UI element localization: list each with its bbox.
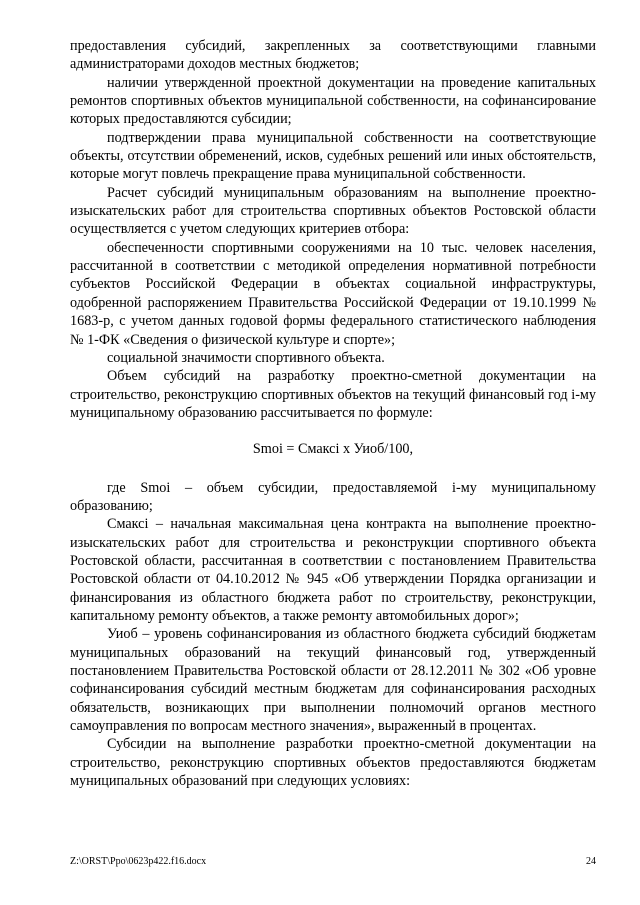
paragraph-definition-smoi: где Smoi – объем субсидии, предоставляемой i-му муниципальному образованию;: [70, 479, 596, 514]
paragraph-definition-uiob: Уиоб – уровень софинансирования из областного бюджета субсидий бюджетам муниципальных образований на текущий финансовый год, утвержденный постановлением Правительства Ростовской области от 28.12.2011 № 302 «Об уровне софинансирования субсидий местным бюджетам для софинансирования расходных обязательств, возникающих при выполнении полномочий органов местного самоуправления по вопросам местного значения», выраженный в процентах.: [70, 626, 596, 735]
footer-page-number: 24: [586, 856, 596, 867]
formula: Smoi = Смаксi x Уиоб/100,: [252, 441, 414, 458]
paragraph-definition-smaxi: Смаксi – начальная максимальная цена контракта на выполнение проектно-изыскательских работ для строительства и реконструкции спортивного объекта Ростовской области, рассчитанная в соответствии с постановлением Правительства Ростовской области от 04.10.2012 № 945 «Об утверждении Порядка организации и финансирования из областного бюджета работ по строительству, реконструкции, капитальному ремонту объектов, а также ремонту автомобильных дорог»;: [70, 516, 596, 624]
paragraph-continuation: предоставления субсидий, закрепленных за соответствующими главными администраторами доходов местных бюджетов;: [70, 38, 596, 73]
paragraph-criterion-provision: обеспеченности спортивными сооружениями на 10 тыс. человек населения, рассчитанной в соответствии с методикой определения нормативной потребности субъектов Российской Федерации в объектах социальной инфраструктуры, одобренной распоряжением Правительства Российской Федерации от 19.10.1999 № 1683-р, с учетом данных годовой формы федерального статистического наблюдения № 1-ФК «Сведения о физической культуре и спорте»;: [70, 239, 596, 348]
paragraph-condition-design-docs: наличии утвержденной проектной документации на проведение капитальных ремонтов спортивных объектов муниципальной собственности, на софинансирование которых предоставляются субсидии;: [70, 74, 596, 128]
footer-file-path: Z:\ORST\Ppo\0623p422.f16.docx: [70, 856, 207, 867]
paragraph-subsidy-volume: Объем субсидий на разработку проектно-сметной документации на строительство, реконструкцию спортивных объектов на текущий финансовый год i-му муниципальному образованию рассчитывается по формуле:: [70, 368, 596, 421]
paragraph-subsidy-conditions: Субсидии на выполнение разработки проектно-сметной документации на строительство, реконструкцию спортивных объектов предоставляются бюджетам муниципальных образований при следующих условиях:: [70, 736, 596, 790]
paragraph-calculation-criteria: Расчет субсидий муниципальным образованиям на выполнение проектно-изыскательских работ для строительства спортивных объектов Ростовской области осуществляется с учетом следующих критериев отбора:: [70, 184, 596, 238]
paragraph-criterion-significance: социальной значимости спортивного объекта.: [107, 349, 385, 366]
paragraph-condition-ownership: подтверждении права муниципальной собственности на соответствующие объекты, отсутствии обременений, исков, судебных решений или иных обстоятельств, которые могут повлечь прекращение права муниципальной собственности.: [70, 129, 596, 183]
document-body: [70, 37, 596, 790]
